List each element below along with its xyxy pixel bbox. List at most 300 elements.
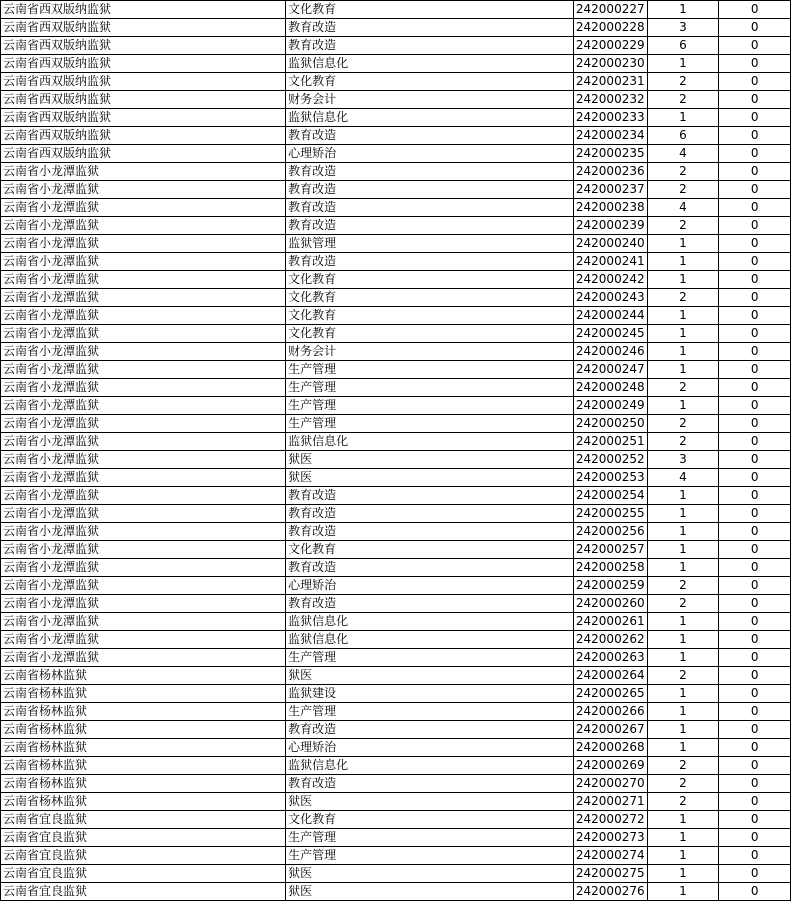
- table-row: [1, 55, 791, 73]
- unit-cell: 云南省小龙潭监狱: [1, 613, 286, 631]
- table-row: [1, 217, 791, 235]
- job-cell: 狱医: [286, 865, 574, 883]
- applicant-count-cell: 0: [719, 793, 791, 811]
- job-cell: 文化教育: [286, 289, 574, 307]
- recruit-count-cell: 6: [647, 127, 719, 145]
- job-cell: 生产管理: [286, 703, 574, 721]
- applicant-count-cell: 0: [719, 307, 791, 325]
- unit-cell: 云南省小龙潭监狱: [1, 649, 286, 667]
- table-row: [1, 631, 791, 649]
- job-cell: 心理矫治: [286, 145, 574, 163]
- table-row: [1, 847, 791, 865]
- applicant-count-cell: 0: [719, 37, 791, 55]
- applicant-count-cell: 0: [719, 253, 791, 271]
- applicant-count-cell: 0: [719, 361, 791, 379]
- position-code-cell: 242000235: [573, 145, 647, 163]
- unit-cell: 云南省小龙潭监狱: [1, 289, 286, 307]
- applicant-count-cell: 0: [719, 127, 791, 145]
- position-code-cell: 242000253: [573, 469, 647, 487]
- unit-cell: 云南省小龙潭监狱: [1, 163, 286, 181]
- recruit-count-cell: 2: [647, 595, 719, 613]
- applicant-count-cell: 0: [719, 469, 791, 487]
- recruit-count-cell: 1: [647, 883, 719, 901]
- unit-cell: 云南省西双版纳监狱: [1, 109, 286, 127]
- applicant-count-cell: 0: [719, 19, 791, 37]
- position-code-cell: 242000240: [573, 235, 647, 253]
- recruit-count-cell: 1: [647, 649, 719, 667]
- recruit-count-cell: 4: [647, 145, 719, 163]
- unit-cell: 云南省小龙潭监狱: [1, 217, 286, 235]
- position-code-cell: 242000258: [573, 559, 647, 577]
- position-code-cell: 242000257: [573, 541, 647, 559]
- position-code-cell: 242000249: [573, 397, 647, 415]
- table-row: [1, 793, 791, 811]
- unit-cell: 云南省杨林监狱: [1, 703, 286, 721]
- recruit-count-cell: 4: [647, 469, 719, 487]
- position-code-cell: 242000238: [573, 199, 647, 217]
- job-cell: 生产管理: [286, 829, 574, 847]
- position-code-cell: 242000243: [573, 289, 647, 307]
- job-cell: 监狱信息化: [286, 631, 574, 649]
- applicant-count-cell: 0: [719, 73, 791, 91]
- position-code-cell: 242000268: [573, 739, 647, 757]
- applicant-count-cell: 0: [719, 199, 791, 217]
- recruit-count-cell: 1: [647, 235, 719, 253]
- job-cell: 文化教育: [286, 307, 574, 325]
- job-cell: 监狱信息化: [286, 433, 574, 451]
- applicant-count-cell: 0: [719, 541, 791, 559]
- job-cell: 监狱管理: [286, 235, 574, 253]
- position-code-cell: 242000233: [573, 109, 647, 127]
- recruit-count-cell: 3: [647, 451, 719, 469]
- unit-cell: 云南省小龙潭监狱: [1, 235, 286, 253]
- unit-cell: 云南省西双版纳监狱: [1, 19, 286, 37]
- recruit-count-cell: 6: [647, 37, 719, 55]
- recruit-count-cell: 2: [647, 757, 719, 775]
- unit-cell: 云南省小龙潭监狱: [1, 397, 286, 415]
- applicant-count-cell: 0: [719, 649, 791, 667]
- table-row: [1, 361, 791, 379]
- table-row: [1, 235, 791, 253]
- unit-cell: 云南省西双版纳监狱: [1, 127, 286, 145]
- table-row: [1, 343, 791, 361]
- unit-cell: 云南省小龙潭监狱: [1, 523, 286, 541]
- job-cell: 教育改造: [286, 163, 574, 181]
- recruit-count-cell: 1: [647, 739, 719, 757]
- table-row: [1, 37, 791, 55]
- recruit-count-cell: 1: [647, 343, 719, 361]
- position-code-cell: 242000274: [573, 847, 647, 865]
- table-row: [1, 775, 791, 793]
- applicant-count-cell: 0: [719, 739, 791, 757]
- unit-cell: 云南省小龙潭监狱: [1, 559, 286, 577]
- position-code-cell: 242000229: [573, 37, 647, 55]
- job-cell: 教育改造: [286, 487, 574, 505]
- table-row: [1, 307, 791, 325]
- applicant-count-cell: 0: [719, 181, 791, 199]
- applicant-count-cell: 0: [719, 559, 791, 577]
- unit-cell: 云南省小龙潭监狱: [1, 307, 286, 325]
- table-row: [1, 19, 791, 37]
- position-code-cell: 242000252: [573, 451, 647, 469]
- position-code-cell: 242000264: [573, 667, 647, 685]
- table-row: [1, 397, 791, 415]
- unit-cell: 云南省小龙潭监狱: [1, 487, 286, 505]
- recruit-count-cell: 2: [647, 793, 719, 811]
- table-row: [1, 721, 791, 739]
- recruit-count-cell: 2: [647, 577, 719, 595]
- recruit-count-cell: 2: [647, 163, 719, 181]
- position-code-cell: 242000227: [573, 1, 647, 19]
- position-code-cell: 242000236: [573, 163, 647, 181]
- job-cell: 教育改造: [286, 127, 574, 145]
- job-cell: 教育改造: [286, 721, 574, 739]
- position-code-cell: 242000256: [573, 523, 647, 541]
- table-row: [1, 649, 791, 667]
- applicant-count-cell: 0: [719, 523, 791, 541]
- recruit-count-cell: 2: [647, 181, 719, 199]
- applicant-count-cell: 0: [719, 91, 791, 109]
- job-cell: 监狱信息化: [286, 55, 574, 73]
- job-cell: 心理矫治: [286, 577, 574, 595]
- recruit-count-cell: 2: [647, 91, 719, 109]
- table-row: [1, 469, 791, 487]
- unit-cell: 云南省西双版纳监狱: [1, 73, 286, 91]
- unit-cell: 云南省西双版纳监狱: [1, 37, 286, 55]
- applicant-count-cell: 0: [719, 1, 791, 19]
- table-row: [1, 613, 791, 631]
- position-code-cell: 242000248: [573, 379, 647, 397]
- table-row: [1, 379, 791, 397]
- unit-cell: 云南省宜良监狱: [1, 811, 286, 829]
- table-row: [1, 181, 791, 199]
- position-code-cell: 242000267: [573, 721, 647, 739]
- table-row: [1, 541, 791, 559]
- position-code-cell: 242000261: [573, 613, 647, 631]
- applicant-count-cell: 0: [719, 397, 791, 415]
- position-code-cell: 242000251: [573, 433, 647, 451]
- position-code-cell: 242000254: [573, 487, 647, 505]
- recruit-count-cell: 2: [647, 775, 719, 793]
- job-cell: 监狱信息化: [286, 109, 574, 127]
- applicant-count-cell: 0: [719, 55, 791, 73]
- job-cell: 生产管理: [286, 415, 574, 433]
- applicant-count-cell: 0: [719, 487, 791, 505]
- applicant-count-cell: 0: [719, 883, 791, 901]
- job-cell: 教育改造: [286, 181, 574, 199]
- unit-cell: 云南省杨林监狱: [1, 757, 286, 775]
- position-code-cell: 242000246: [573, 343, 647, 361]
- job-cell: 狱医: [286, 469, 574, 487]
- applicant-count-cell: 0: [719, 685, 791, 703]
- unit-cell: 云南省宜良监狱: [1, 847, 286, 865]
- recruit-count-cell: 1: [647, 505, 719, 523]
- unit-cell: 云南省小龙潭监狱: [1, 631, 286, 649]
- applicant-count-cell: 0: [719, 163, 791, 181]
- applicant-count-cell: 0: [719, 109, 791, 127]
- table-row: [1, 883, 791, 901]
- position-code-cell: 242000250: [573, 415, 647, 433]
- recruit-count-cell: 1: [647, 847, 719, 865]
- job-cell: 教育改造: [286, 19, 574, 37]
- job-cell: 教育改造: [286, 595, 574, 613]
- job-cell: 文化教育: [286, 271, 574, 289]
- position-code-cell: 242000234: [573, 127, 647, 145]
- job-cell: 财务会计: [286, 91, 574, 109]
- table-row: [1, 667, 791, 685]
- applicant-count-cell: 0: [719, 505, 791, 523]
- recruit-count-cell: 1: [647, 325, 719, 343]
- position-code-cell: 242000239: [573, 217, 647, 235]
- job-cell: 教育改造: [286, 37, 574, 55]
- recruit-count-cell: 1: [647, 541, 719, 559]
- unit-cell: 云南省西双版纳监狱: [1, 145, 286, 163]
- position-code-cell: 242000247: [573, 361, 647, 379]
- job-cell: 财务会计: [286, 343, 574, 361]
- applicant-count-cell: 0: [719, 757, 791, 775]
- position-code-cell: 242000232: [573, 91, 647, 109]
- table-row: [1, 505, 791, 523]
- table-row: [1, 253, 791, 271]
- table-row: [1, 325, 791, 343]
- position-code-cell: 242000244: [573, 307, 647, 325]
- applicant-count-cell: 0: [719, 415, 791, 433]
- recruit-count-cell: 1: [647, 685, 719, 703]
- applicant-count-cell: 0: [719, 217, 791, 235]
- unit-cell: 云南省西双版纳监狱: [1, 91, 286, 109]
- applicant-count-cell: 0: [719, 631, 791, 649]
- recruit-count-cell: 1: [647, 631, 719, 649]
- job-cell: 监狱信息化: [286, 757, 574, 775]
- job-cell: 教育改造: [286, 559, 574, 577]
- unit-cell: 云南省宜良监狱: [1, 865, 286, 883]
- table-row: [1, 433, 791, 451]
- applicant-count-cell: 0: [719, 379, 791, 397]
- position-code-cell: 242000273: [573, 829, 647, 847]
- recruit-count-cell: 1: [647, 1, 719, 19]
- unit-cell: 云南省杨林监狱: [1, 667, 286, 685]
- applicant-count-cell: 0: [719, 775, 791, 793]
- unit-cell: 云南省小龙潭监狱: [1, 325, 286, 343]
- recruit-count-cell: 2: [647, 379, 719, 397]
- unit-cell: 云南省小龙潭监狱: [1, 199, 286, 217]
- table-row: [1, 73, 791, 91]
- unit-cell: 云南省小龙潭监狱: [1, 361, 286, 379]
- recruit-count-cell: 1: [647, 523, 719, 541]
- position-code-cell: 242000275: [573, 865, 647, 883]
- job-cell: 教育改造: [286, 505, 574, 523]
- table-row: [1, 595, 791, 613]
- job-cell: 狱医: [286, 667, 574, 685]
- unit-cell: 云南省杨林监狱: [1, 739, 286, 757]
- recruit-count-cell: 1: [647, 559, 719, 577]
- recruit-count-cell: 1: [647, 361, 719, 379]
- table-row: [1, 163, 791, 181]
- position-code-cell: 242000260: [573, 595, 647, 613]
- table-row: [1, 451, 791, 469]
- table-row: [1, 271, 791, 289]
- applicant-count-cell: 0: [719, 343, 791, 361]
- recruit-count-cell: 2: [647, 217, 719, 235]
- job-cell: 生产管理: [286, 847, 574, 865]
- position-code-cell: 242000230: [573, 55, 647, 73]
- job-cell: 教育改造: [286, 217, 574, 235]
- job-cell: 心理矫治: [286, 739, 574, 757]
- recruit-count-cell: 1: [647, 721, 719, 739]
- recruit-count-cell: 1: [647, 307, 719, 325]
- position-code-cell: 242000266: [573, 703, 647, 721]
- position-code-cell: 242000262: [573, 631, 647, 649]
- job-cell: 教育改造: [286, 775, 574, 793]
- recruit-count-cell: 1: [647, 865, 719, 883]
- recruit-count-cell: 1: [647, 271, 719, 289]
- job-cell: 生产管理: [286, 361, 574, 379]
- applicant-count-cell: 0: [719, 829, 791, 847]
- position-code-cell: 242000231: [573, 73, 647, 91]
- applicant-count-cell: 0: [719, 703, 791, 721]
- recruit-count-cell: 1: [647, 703, 719, 721]
- unit-cell: 云南省小龙潭监狱: [1, 577, 286, 595]
- job-cell: 监狱信息化: [286, 613, 574, 631]
- recruit-count-cell: 2: [647, 289, 719, 307]
- unit-cell: 云南省小龙潭监狱: [1, 379, 286, 397]
- applicant-count-cell: 0: [719, 145, 791, 163]
- position-code-cell: 242000265: [573, 685, 647, 703]
- unit-cell: 云南省小龙潭监狱: [1, 415, 286, 433]
- applicant-count-cell: 0: [719, 811, 791, 829]
- position-code-cell: 242000259: [573, 577, 647, 595]
- applicant-count-cell: 0: [719, 577, 791, 595]
- table-row: [1, 289, 791, 307]
- recruit-count-cell: 2: [647, 667, 719, 685]
- unit-cell: 云南省西双版纳监狱: [1, 55, 286, 73]
- recruit-count-cell: 1: [647, 55, 719, 73]
- recruit-count-cell: 2: [647, 73, 719, 91]
- table-row: [1, 829, 791, 847]
- table-row: [1, 91, 791, 109]
- unit-cell: 云南省小龙潭监狱: [1, 343, 286, 361]
- unit-cell: 云南省宜良监狱: [1, 883, 286, 901]
- unit-cell: 云南省杨林监狱: [1, 775, 286, 793]
- table-row: [1, 739, 791, 757]
- recruit-count-cell: 3: [647, 19, 719, 37]
- position-code-cell: 242000270: [573, 775, 647, 793]
- job-cell: 教育改造: [286, 199, 574, 217]
- unit-cell: 云南省小龙潭监狱: [1, 595, 286, 613]
- unit-cell: 云南省小龙潭监狱: [1, 433, 286, 451]
- position-code-cell: 242000276: [573, 883, 647, 901]
- unit-cell: 云南省小龙潭监狱: [1, 181, 286, 199]
- recruit-count-cell: 1: [647, 253, 719, 271]
- table-row: [1, 523, 791, 541]
- table-row: [1, 199, 791, 217]
- unit-cell: 云南省小龙潭监狱: [1, 541, 286, 559]
- position-code-cell: 242000272: [573, 811, 647, 829]
- applicant-count-cell: 0: [719, 847, 791, 865]
- unit-cell: 云南省小龙潭监狱: [1, 271, 286, 289]
- applicant-count-cell: 0: [719, 667, 791, 685]
- recruit-count-cell: 1: [647, 487, 719, 505]
- table-row: [1, 577, 791, 595]
- position-code-cell: 242000245: [573, 325, 647, 343]
- position-code-cell: 242000269: [573, 757, 647, 775]
- unit-cell: 云南省杨林监狱: [1, 721, 286, 739]
- unit-cell: 云南省小龙潭监狱: [1, 253, 286, 271]
- unit-cell: 云南省杨林监狱: [1, 685, 286, 703]
- table-row: [1, 487, 791, 505]
- job-cell: 文化教育: [286, 1, 574, 19]
- table-row: [1, 415, 791, 433]
- job-cell: 教育改造: [286, 523, 574, 541]
- unit-cell: 云南省小龙潭监狱: [1, 469, 286, 487]
- table-row: [1, 109, 791, 127]
- position-code-cell: 242000241: [573, 253, 647, 271]
- applicant-count-cell: 0: [719, 433, 791, 451]
- job-cell: 文化教育: [286, 325, 574, 343]
- position-code-cell: 242000237: [573, 181, 647, 199]
- recruit-count-cell: 4: [647, 199, 719, 217]
- table-row: [1, 127, 791, 145]
- table-row: [1, 811, 791, 829]
- position-code-cell: 242000242: [573, 271, 647, 289]
- position-code-cell: 242000271: [573, 793, 647, 811]
- position-code-cell: 242000255: [573, 505, 647, 523]
- applicant-count-cell: 0: [719, 289, 791, 307]
- recruit-count-cell: 2: [647, 433, 719, 451]
- table-row: [1, 685, 791, 703]
- table-row: [1, 559, 791, 577]
- unit-cell: 云南省杨林监狱: [1, 793, 286, 811]
- applicant-count-cell: 0: [719, 325, 791, 343]
- applicant-count-cell: 0: [719, 451, 791, 469]
- job-cell: 文化教育: [286, 541, 574, 559]
- applicant-count-cell: 0: [719, 235, 791, 253]
- job-cell: 教育改造: [286, 253, 574, 271]
- job-cell: 文化教育: [286, 811, 574, 829]
- applicant-count-cell: 0: [719, 271, 791, 289]
- job-cell: 生产管理: [286, 397, 574, 415]
- job-cell: 狱医: [286, 793, 574, 811]
- job-cell: 文化教育: [286, 73, 574, 91]
- recruit-count-cell: 2: [647, 415, 719, 433]
- applicant-count-cell: 0: [719, 613, 791, 631]
- job-cell: 生产管理: [286, 649, 574, 667]
- job-cell: 监狱建设: [286, 685, 574, 703]
- recruit-count-cell: 1: [647, 613, 719, 631]
- recruit-count-cell: 1: [647, 397, 719, 415]
- recruit-count-cell: 1: [647, 811, 719, 829]
- position-code-cell: 242000228: [573, 19, 647, 37]
- recruit-count-cell: 1: [647, 109, 719, 127]
- job-cell: 生产管理: [286, 379, 574, 397]
- unit-cell: 云南省宜良监狱: [1, 829, 286, 847]
- table-row: [1, 757, 791, 775]
- table-row: [1, 1, 791, 19]
- job-cell: 狱医: [286, 451, 574, 469]
- recruit-count-cell: 1: [647, 829, 719, 847]
- job-cell: 狱医: [286, 883, 574, 901]
- applicant-count-cell: 0: [719, 721, 791, 739]
- table-row: [1, 145, 791, 163]
- unit-cell: 云南省西双版纳监狱: [1, 1, 286, 19]
- position-code-cell: 242000263: [573, 649, 647, 667]
- unit-cell: 云南省小龙潭监狱: [1, 451, 286, 469]
- table-row: [1, 703, 791, 721]
- table-body: [1, 1, 791, 901]
- applicant-count-cell: 0: [719, 865, 791, 883]
- applicant-count-cell: 0: [719, 595, 791, 613]
- unit-cell: 云南省小龙潭监狱: [1, 505, 286, 523]
